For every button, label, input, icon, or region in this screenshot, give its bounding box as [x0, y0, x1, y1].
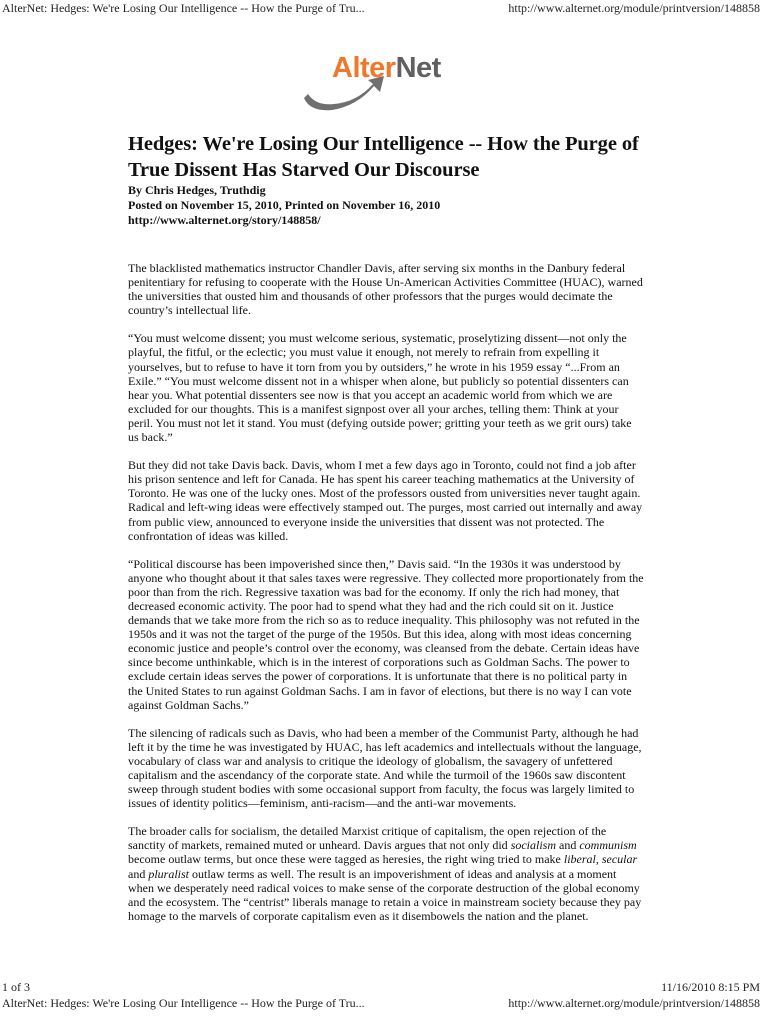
print-header-url: http://www.alternet.org/module/printversion/148858 [508, 1, 760, 15]
p6-communism: communism [579, 838, 637, 853]
article-meta [128, 183, 644, 228]
p6-pluralist: pluralist [148, 866, 190, 881]
paragraph-5: The silencing of radicals such as Davis, who had been a member of the Communist Party, although he had left it by the time he was investigated by HUAC, has left academics and intellectuals without the language, vocabulary of class war and analysis to critique the ideology of globalism, the savagery of unfettered capitalism and the ascendancy of the corporate state. And while the turmoil of the 1960s saw discontent sweep through student bodies with some occasional support from faculty, the focus was largely limited to issues of identity politics—feminism, anti-racism—and the anti-war movements. [128, 725, 642, 811]
print-footer-datetime: 11/16/2010 8:15 PM [661, 980, 760, 994]
article [128, 131, 644, 937]
p6-text-c: become outlaw terms, but once these were tagged as heresies, the right wing tried to make [128, 852, 564, 867]
paragraph-4: “Political discourse has been impoverished since then,” Davis said. “In the 1930s it was understood by anyone who thought about it that sales taxes were regressive. They collected more proportionately from the poor than from the rich. Regressive taxation was bad for the economy. If only the rich had money, that decreased economic activity. The poor had to spend what they had and the rich could sit on it. Justice demands that we take more from the rich so as to reduce inequality. This philosophy was not refuted in the 1950s and it was not the target of the purge of the 1950s. But this idea, along with most ideas concerning economic justice and people’s control over the economy, was cleansed from the debate. Certain ideas have since become unthinkable, which is in the interest of corporations such as Goldman Sachs. The power to exclude certain ideas serves the power of corporations. It is unfortunate that there is no political party in the United States to run against Goldman Sachs. I am in favor of elections, but there is no way I can vote against Goldman Sachs.” [128, 556, 644, 712]
p6-text-e: and [128, 866, 149, 881]
print-footer-page: 1 of 3 [2, 980, 30, 994]
story-url[interactable]: http://www.alternet.org/story/148858/ [128, 213, 321, 227]
p6-text-b: and [556, 838, 580, 853]
logo-alter: Alter [332, 52, 396, 84]
print-footer-url: http://www.alternet.org/module/printversion/148858 [508, 996, 760, 1010]
p6-socialism: socialism [510, 838, 557, 853]
posted-date: Posted on November 15, 2010, Printed on November 16, 2010 [128, 198, 441, 212]
alternet-logo [302, 52, 472, 114]
article-body [128, 261, 644, 923]
p6-text-f: outlaw terms as well. The result is an impoverishment of ideas and analysis at a moment when we desperately need radical voices to make sense of the corporate destruction of the global economy and the ecosystem. The “centrist” liberals manage to retain a voice in mainstream society because they pay homage to the marvels of corporate capitalism even as it disembowels the nation and the planet. [128, 866, 642, 923]
p6-text-a: The broader calls for socialism, the detailed Marxist critique of capitalism, the open rejection of the sanctity of markets, remained muted or unheard. Davis argues that not only did [128, 824, 607, 853]
p6-liberal: liberal [563, 852, 596, 867]
byline: By Chris Hedges, Truthdig [128, 183, 266, 197]
print-footer-title: AlterNet: Hedges: We're Losing Our Intelligence -- How the Purge of Tru... [2, 996, 365, 1010]
paragraph-2: “You must welcome dissent; you must welcome serious, systematic, proselytizing dissent—not only the playful, the fitful, or the eclectic; you must value it enough, not merely to refrain from expelling it yourselves, but to refuse to have it torn from you by outsiders,” he wrote in his 1959 essay “...From an Exile.” “You must welcome dissent not in a whisper when alone, but publicly so potential dissenters can hear you. What potential dissenters see now is that you accept an academic world from which we are excluded for our thoughts. This is a manifest signpost over all your arches, telling them: Think at your peril. You must not let it stand. You must (defying outside power; gritting your teeth as we grit ours) take us back.” [128, 331, 632, 445]
paragraph-3: But they did not take Davis back. Davis, whom I met a few days ago in Toronto, could not find a job after his prison sentence and left for Canada. He has spent his career teaching mathematics at the University of Toronto. He was one of the lucky ones. Most of the professors ousted from universities never taught again. Radical and left-wing ideas were effectively stamped out. The purges, most carried out internally and away from public view, announced to everyone inside the universities that dissent was not protected. The confrontation of ideas was killed. [128, 458, 643, 543]
p6-secular: secular [601, 852, 638, 867]
print-header-title: AlterNet: Hedges: We're Losing Our Intelligence -- How the Purge of Tru... [2, 1, 365, 15]
p6-text-d: , [595, 852, 602, 867]
article-title: Hedges: We're Losing Our Intelligence -- How the Purge of True Dissent Has Starved Our Discourse [128, 133, 639, 181]
paragraph-6 [128, 824, 644, 923]
paragraph-1: The blacklisted mathematics instructor Chandler Davis, after serving six months in the Danbury federal penitentiary for refusing to cooperate with the House Un-American Activities Committee (HUAC), warned the universities that ousted him and thousands of other professors that the purges would decimate the country’s intellectual life. [128, 261, 643, 318]
logo-net: Net [395, 52, 441, 84]
logo-wordmark [332, 52, 441, 85]
